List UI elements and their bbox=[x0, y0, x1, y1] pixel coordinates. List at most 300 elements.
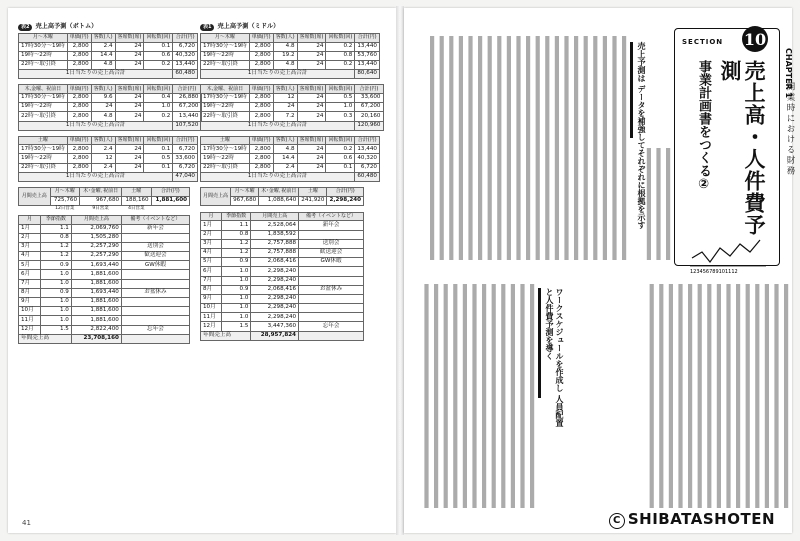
cell: 2,068,416 bbox=[251, 258, 299, 267]
cell: 12 bbox=[273, 93, 297, 102]
cell: 0.9 bbox=[40, 261, 71, 270]
cell: 8月 bbox=[201, 285, 222, 294]
cell: 24 bbox=[115, 145, 144, 154]
cell: 2,298,240 bbox=[251, 313, 299, 322]
text-column bbox=[424, 284, 428, 508]
text-column bbox=[755, 284, 759, 508]
publisher-watermark bbox=[606, 510, 778, 529]
col-header: 木･金曜､祝前日 bbox=[80, 188, 122, 197]
cell: 7.2 bbox=[273, 112, 297, 121]
table-row bbox=[201, 51, 380, 60]
cell: 24 bbox=[297, 60, 326, 69]
col-header: 回転数(回) bbox=[144, 136, 173, 145]
cell: 1.0 bbox=[326, 103, 355, 112]
col-header: 単価(円) bbox=[249, 136, 273, 145]
cell: 0.2 bbox=[326, 145, 355, 154]
total-value: 120,960 bbox=[355, 121, 383, 130]
cell: 0.3 bbox=[326, 112, 355, 121]
table-badge: 表2 bbox=[18, 24, 32, 31]
text-column bbox=[717, 284, 721, 508]
table-row bbox=[201, 276, 364, 285]
table-row bbox=[19, 145, 198, 154]
cell: 24 bbox=[115, 60, 144, 69]
text-column bbox=[453, 284, 457, 508]
cell bbox=[121, 307, 189, 316]
page-number: 41 bbox=[22, 519, 31, 527]
cell: 24 bbox=[273, 103, 297, 112]
cell: 6,720 bbox=[173, 42, 198, 51]
table-row bbox=[201, 93, 384, 102]
text-column bbox=[536, 36, 540, 260]
monthly-bottom-table bbox=[18, 187, 190, 213]
cell: 2,800 bbox=[67, 93, 91, 102]
cell: 19時～22時 bbox=[201, 103, 250, 112]
cell: 22時～取引終 bbox=[19, 60, 68, 69]
table-row bbox=[19, 163, 198, 172]
cell: 0.8 bbox=[221, 230, 251, 239]
cell: 2,800 bbox=[249, 163, 273, 172]
col-header: 客席数(席) bbox=[115, 136, 144, 145]
text-column bbox=[784, 284, 788, 508]
table-row bbox=[19, 51, 198, 60]
table-bottom-block bbox=[18, 23, 199, 344]
cell: 1,881,600 bbox=[71, 316, 121, 325]
cell bbox=[121, 233, 189, 242]
cell: 2,800 bbox=[67, 112, 91, 121]
table-middle-block bbox=[200, 23, 381, 341]
cell: 17時30分～19時 bbox=[19, 145, 68, 154]
note: 12日営業 bbox=[55, 206, 75, 212]
total-label: 1日当たりの売上高合計 bbox=[19, 70, 173, 79]
cell: 17時30分～19時 bbox=[201, 42, 250, 51]
col-header: 木,金曜、祝前日 bbox=[201, 85, 250, 94]
table-row bbox=[19, 298, 190, 307]
cell: 14.4 bbox=[273, 154, 297, 163]
cell: 24 bbox=[297, 93, 326, 102]
text-column bbox=[449, 36, 453, 260]
col-header: 合計(円) bbox=[173, 34, 198, 43]
text-column bbox=[707, 284, 711, 508]
cell: 1,088,640 bbox=[259, 196, 299, 205]
col-header: 合計(円) bbox=[327, 188, 364, 197]
cell: 送別会 bbox=[121, 242, 189, 251]
cell: 2.4 bbox=[91, 42, 115, 51]
cell: 967,680 bbox=[80, 196, 122, 205]
cell: 1.0 bbox=[40, 316, 71, 325]
table-row bbox=[201, 221, 364, 230]
cell: 1.0 bbox=[221, 313, 251, 322]
trend-chart-icon bbox=[688, 234, 768, 274]
text-column bbox=[564, 36, 568, 260]
cell: 4.8 bbox=[91, 60, 115, 69]
cell: 67,200 bbox=[355, 103, 383, 112]
cell: 24 bbox=[297, 163, 326, 172]
total-value: 60,480 bbox=[173, 70, 198, 79]
cell: 1,881,600 bbox=[71, 279, 121, 288]
cell: 12月 bbox=[201, 322, 222, 331]
cell: 2,800 bbox=[249, 145, 273, 154]
text-column bbox=[736, 284, 740, 508]
cell: 4.8 bbox=[91, 112, 115, 121]
cell: 2,800 bbox=[67, 42, 91, 51]
cell: 33,600 bbox=[173, 154, 198, 163]
cell: 10月 bbox=[201, 304, 222, 313]
cell: GW休暇 bbox=[121, 261, 189, 270]
cell: 1.2 bbox=[40, 242, 71, 251]
annual-value: 23,708,160 bbox=[71, 334, 121, 343]
col-header: 土曜 bbox=[201, 136, 250, 145]
text-column bbox=[622, 36, 626, 260]
cell: 2,257,290 bbox=[71, 252, 121, 261]
text-column bbox=[765, 284, 769, 508]
cell: 1.5 bbox=[40, 325, 71, 334]
cell: 7月 bbox=[19, 279, 41, 288]
text-column bbox=[574, 36, 578, 260]
cell: 2月 bbox=[201, 230, 222, 239]
cell: 1.0 bbox=[221, 276, 251, 285]
cell: 0.2 bbox=[144, 60, 173, 69]
col-header: 合計(円) bbox=[151, 188, 189, 197]
cell: 17時30分～19時 bbox=[201, 93, 250, 102]
cell: 2,800 bbox=[249, 154, 273, 163]
cell: 24 bbox=[115, 163, 144, 172]
cell: 2,298,240 bbox=[327, 196, 364, 205]
table-row bbox=[19, 60, 198, 69]
cell: 8月 bbox=[19, 288, 41, 297]
col-header: 単価(円) bbox=[249, 85, 273, 94]
total-label: 1日当たりの売上高合計 bbox=[19, 121, 173, 130]
cell: 6月 bbox=[19, 270, 41, 279]
cell: 19時～22時 bbox=[19, 103, 68, 112]
cell: 26,880 bbox=[173, 93, 201, 102]
cell: 24 bbox=[115, 51, 144, 60]
table-row bbox=[19, 270, 190, 279]
text-column bbox=[516, 36, 520, 260]
cell: 6,720 bbox=[173, 145, 198, 154]
cell: 2.4 bbox=[91, 163, 115, 172]
cell: 0.9 bbox=[221, 285, 251, 294]
cell: 22時～取引終 bbox=[201, 112, 250, 121]
cell: 1,693,440 bbox=[71, 288, 121, 297]
cell: 22時～取引終 bbox=[201, 163, 250, 172]
table-row bbox=[19, 325, 190, 334]
col-header: 月間売上高 bbox=[71, 215, 121, 224]
text-column bbox=[440, 36, 444, 260]
monthly-middle-table bbox=[200, 187, 364, 206]
table-row bbox=[19, 279, 190, 288]
col-header: 季節指数 bbox=[221, 212, 251, 221]
col-header: 回転数(回) bbox=[326, 136, 355, 145]
annual-label: 年間売上高 bbox=[19, 334, 72, 343]
cell: 9月 bbox=[19, 298, 41, 307]
text-column bbox=[698, 284, 702, 508]
cell: 67,200 bbox=[173, 103, 201, 112]
col-header: 月間売上高 bbox=[251, 212, 299, 221]
col-header: 土曜 bbox=[19, 136, 68, 145]
table-row bbox=[201, 230, 364, 239]
col-header: 合計(円) bbox=[355, 136, 380, 145]
cell: 19時～22時 bbox=[19, 154, 68, 163]
cell: 0.1 bbox=[144, 145, 173, 154]
table-row bbox=[201, 163, 380, 172]
cell: 1.0 bbox=[40, 307, 71, 316]
table-middle-friday bbox=[200, 84, 384, 130]
cell: 歓送迎会 bbox=[299, 248, 364, 257]
col-header: 客席数(席) bbox=[297, 85, 326, 94]
col-header: 客数(人) bbox=[273, 85, 297, 94]
cell: 17時30分～19時 bbox=[19, 42, 68, 51]
text-column bbox=[584, 36, 588, 260]
table-bottom-saturday bbox=[18, 136, 198, 182]
text-column bbox=[511, 284, 515, 508]
cell: 2,757,888 bbox=[251, 248, 299, 257]
table-row bbox=[201, 112, 384, 121]
season-bottom-table bbox=[18, 215, 190, 344]
cell: 33,600 bbox=[355, 93, 383, 102]
cell: 2,800 bbox=[67, 51, 91, 60]
total-value: 47,040 bbox=[173, 172, 198, 181]
col-header: 回転数(回) bbox=[326, 85, 355, 94]
chapter-label: CHAPTER 1 bbox=[784, 48, 793, 99]
cell: 0.9 bbox=[221, 258, 251, 267]
cell: 2,800 bbox=[249, 103, 273, 112]
cell: 13,440 bbox=[173, 60, 198, 69]
text-column bbox=[497, 36, 501, 260]
cell: 0.1 bbox=[144, 163, 173, 172]
text-column bbox=[650, 284, 654, 508]
cell: 2,257,290 bbox=[71, 242, 121, 251]
cell: 2,800 bbox=[67, 154, 91, 163]
cell bbox=[299, 294, 364, 303]
cell: 241,920 bbox=[299, 196, 327, 205]
table-title: 売上高予測（ミドル） bbox=[217, 23, 280, 31]
text-column bbox=[774, 284, 778, 508]
cell: 13,440 bbox=[355, 42, 380, 51]
col-header: 客数(人) bbox=[91, 136, 115, 145]
cell: 0.2 bbox=[326, 60, 355, 69]
cell: 0.1 bbox=[144, 42, 173, 51]
cell: 0.8 bbox=[326, 51, 355, 60]
cell: 24 bbox=[297, 103, 326, 112]
copyright-icon: C bbox=[609, 513, 625, 529]
monthly-label: 月間売上高 bbox=[201, 188, 231, 206]
cell: 2,800 bbox=[249, 60, 273, 69]
cell: 新年会 bbox=[121, 224, 189, 233]
cell: 3,447,360 bbox=[251, 322, 299, 331]
cell: 22時～取引終 bbox=[19, 112, 68, 121]
text-column bbox=[492, 284, 496, 508]
text-column bbox=[647, 148, 651, 260]
table-title: 売上高予測（ボトム） bbox=[35, 23, 98, 31]
cell: 2,757,888 bbox=[251, 239, 299, 248]
cell: 4月 bbox=[201, 248, 222, 257]
table-row bbox=[201, 239, 364, 248]
cell: 24 bbox=[91, 103, 115, 112]
cell: 6,720 bbox=[355, 163, 380, 172]
text-column bbox=[746, 284, 750, 508]
table-bottom-caption bbox=[18, 24, 190, 31]
section-label: SECTION bbox=[682, 38, 724, 46]
season-middle-table bbox=[200, 212, 364, 341]
table-row bbox=[19, 316, 190, 325]
cell: 24 bbox=[115, 42, 144, 51]
cell: 24 bbox=[297, 42, 326, 51]
cell: 2,068,416 bbox=[251, 285, 299, 294]
text-column bbox=[507, 36, 511, 260]
cell: 14.4 bbox=[91, 51, 115, 60]
cell: 0.6 bbox=[144, 51, 173, 60]
cell: 2,800 bbox=[249, 112, 273, 121]
total-value: 60,480 bbox=[355, 172, 380, 181]
text-column bbox=[659, 284, 663, 508]
cell: 2,800 bbox=[67, 60, 91, 69]
table-row bbox=[19, 252, 190, 261]
col-header: 単価(円) bbox=[67, 85, 91, 94]
table-middle-saturday bbox=[200, 136, 380, 182]
monthly-label: 月間売上高 bbox=[19, 188, 51, 206]
chapter-title: 開業時における財務 bbox=[785, 82, 795, 177]
text-column bbox=[488, 36, 492, 260]
table-bottom-weekday bbox=[18, 33, 198, 79]
total-row bbox=[19, 70, 198, 79]
col-header: 合計(円) bbox=[355, 34, 380, 43]
cell: 6月 bbox=[201, 267, 222, 276]
col-header: 備考（イベントなど） bbox=[121, 215, 189, 224]
table-row bbox=[201, 103, 384, 112]
col-header: 月～木曜 bbox=[201, 34, 250, 43]
cell: 新年会 bbox=[299, 221, 364, 230]
text-column bbox=[688, 284, 692, 508]
cell: 0.2 bbox=[144, 112, 173, 121]
cell: 2,800 bbox=[67, 163, 91, 172]
text-column bbox=[656, 148, 660, 260]
cell: 1.2 bbox=[221, 248, 251, 257]
cell: 0.6 bbox=[326, 154, 355, 163]
cell: 19.2 bbox=[273, 51, 297, 60]
cell: 0.2 bbox=[326, 42, 355, 51]
table-badge: 表1 bbox=[200, 24, 214, 31]
cell: 19時～22時 bbox=[19, 51, 68, 60]
section-heading-2: ワークスケジュールを作成し 人員配置と人件費予測を導く bbox=[545, 288, 564, 427]
cell: 1.0 bbox=[221, 294, 251, 303]
cell: 送別会 bbox=[299, 239, 364, 248]
table-row bbox=[19, 224, 190, 233]
cell: 2,800 bbox=[249, 51, 273, 60]
cell: 2,298,240 bbox=[251, 304, 299, 313]
total-label: 1日当たりの売上高合計 bbox=[201, 121, 355, 130]
cell: 0.4 bbox=[144, 93, 173, 102]
text-column bbox=[430, 36, 434, 260]
cell: 忘年会 bbox=[299, 322, 364, 331]
cell: 13,440 bbox=[355, 145, 380, 154]
text-column bbox=[593, 36, 597, 260]
text-column bbox=[468, 36, 472, 260]
text-column bbox=[459, 36, 463, 260]
total-label: 1日当たりの売上高合計 bbox=[201, 70, 355, 79]
table-row bbox=[19, 93, 202, 102]
cell: 1.0 bbox=[40, 279, 71, 288]
cell: 1,505,280 bbox=[71, 233, 121, 242]
cell: 4月 bbox=[19, 252, 41, 261]
col-header: 合計(円) bbox=[173, 85, 201, 94]
col-header: 合計(円) bbox=[355, 85, 383, 94]
table-row bbox=[19, 42, 198, 51]
cell: 2.4 bbox=[91, 145, 115, 154]
cell: 24 bbox=[297, 112, 326, 121]
cell: お盆休み bbox=[299, 285, 364, 294]
table-bottom-friday bbox=[18, 84, 202, 130]
cell: 7月 bbox=[201, 276, 222, 285]
col-header: 土曜 bbox=[122, 188, 152, 197]
table-middle-caption bbox=[200, 24, 364, 31]
cell: 11月 bbox=[19, 316, 41, 325]
text-column bbox=[501, 284, 505, 508]
table-row bbox=[201, 60, 380, 69]
watermark-text: SHIBATASHOTEN bbox=[627, 510, 775, 528]
table-row bbox=[201, 248, 364, 257]
text-column bbox=[678, 284, 682, 508]
cell: 2,528,064 bbox=[251, 221, 299, 230]
total-row bbox=[19, 172, 198, 181]
annual-label: 年間売上高 bbox=[201, 331, 251, 340]
cell bbox=[299, 230, 364, 239]
col-header: 月 bbox=[19, 215, 41, 224]
cell: 4.8 bbox=[273, 42, 297, 51]
cell: 1,881,600 bbox=[71, 270, 121, 279]
col-header: 客席数(席) bbox=[115, 85, 144, 94]
cell: 1,881,600 bbox=[71, 298, 121, 307]
right-page bbox=[404, 8, 795, 533]
col-header: 客席数(席) bbox=[115, 34, 144, 43]
note: 9日営業 bbox=[92, 206, 109, 212]
section-number-badge: 10 bbox=[742, 26, 768, 52]
cell: 1月 bbox=[19, 224, 41, 233]
cell: 1.0 bbox=[221, 267, 251, 276]
col-header: 回転数(回) bbox=[326, 34, 355, 43]
table-row bbox=[19, 103, 202, 112]
table-row bbox=[19, 288, 190, 297]
col-header: 客数(人) bbox=[273, 136, 297, 145]
text-column bbox=[603, 36, 607, 260]
cell: 5月 bbox=[19, 261, 41, 270]
text-column bbox=[669, 284, 673, 508]
table-row bbox=[201, 294, 364, 303]
col-header: 単価(円) bbox=[67, 136, 91, 145]
col-header: 月 bbox=[201, 212, 222, 221]
table-row bbox=[201, 304, 364, 313]
text-column bbox=[463, 284, 467, 508]
cell: 40,320 bbox=[355, 154, 380, 163]
cell: 1,838,592 bbox=[251, 230, 299, 239]
cell: 10月 bbox=[19, 307, 41, 316]
col-header: 月～木曜 bbox=[231, 188, 259, 197]
total-value: 107,520 bbox=[173, 121, 201, 130]
cell: 22時～取引終 bbox=[19, 163, 68, 172]
text-column bbox=[482, 284, 486, 508]
text-column bbox=[434, 284, 438, 508]
col-header: 回転数(回) bbox=[144, 34, 173, 43]
cell: 53,760 bbox=[355, 51, 380, 60]
col-header: 単価(円) bbox=[249, 34, 273, 43]
table-row bbox=[19, 261, 190, 270]
heading-bar bbox=[630, 42, 633, 138]
cell bbox=[299, 276, 364, 285]
cell: 24 bbox=[297, 51, 326, 60]
table-row bbox=[201, 42, 380, 51]
table-row bbox=[19, 242, 190, 251]
cell: 3月 bbox=[201, 239, 222, 248]
cell: 6,720 bbox=[173, 163, 198, 172]
